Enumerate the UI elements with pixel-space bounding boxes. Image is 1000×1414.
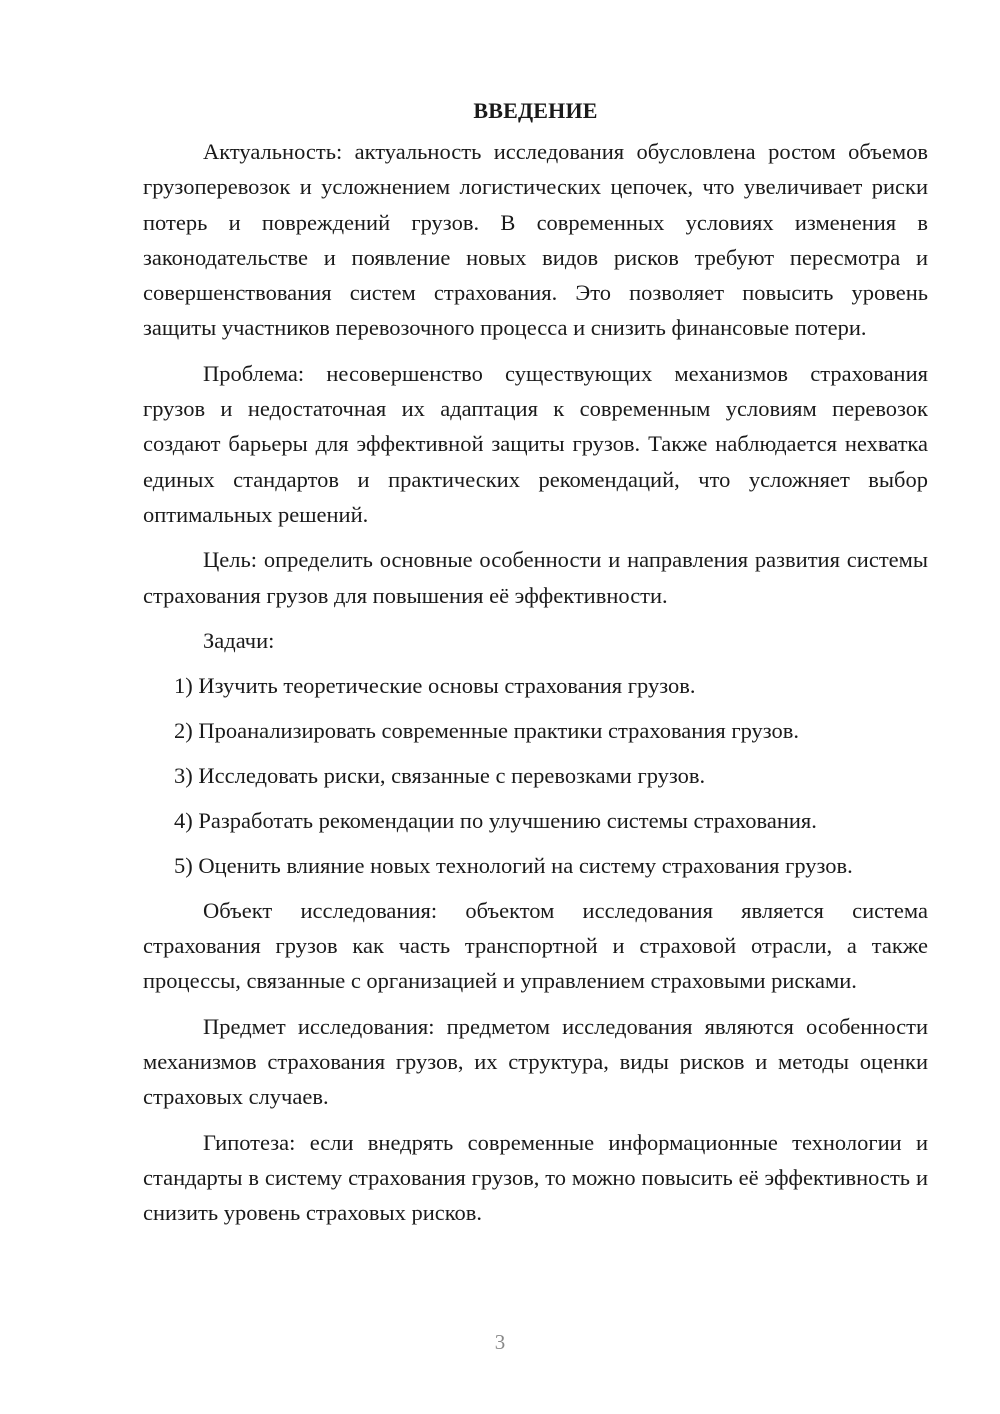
document-title: ВВЕДЕНИЕ xyxy=(473,98,598,123)
paragraph-problem: Проблема: несовершенство существующих механизмов страхования грузов и недостаточная их адаптация к современным условиям перевозок создают барьеры для эффективной защиты грузов. Также наблюдается нехватка единых стандартов и практических рекомендаций, что усложняет выбор оптимальных решений. xyxy=(143,360,928,527)
task-list xyxy=(143,668,928,883)
tasks-heading: Задачи: xyxy=(203,627,275,653)
document-page xyxy=(143,93,928,1241)
task-item-5: 5) Оценить влияние новых технологий на систему страхования грузов. xyxy=(174,852,853,878)
task-item-3: 3) Исследовать риски, связанные с перевозками грузов. xyxy=(174,762,706,788)
task-item-4: 4) Разработать рекомендации по улучшению системы страхования. xyxy=(174,807,817,833)
task-item-2: 2) Проанализировать современные практики страхования грузов. xyxy=(174,717,800,743)
paragraph-hypothesis: Гипотеза: если внедрять современные информационные технологии и стандарты в систему страхования грузов, то можно повысить её эффективность и снизить уровень страховых рисков. xyxy=(143,1129,928,1226)
paragraph-object: Объект исследования: объектом исследования является система страхования грузов как часть транспортной и страховой отрасли, а также процессы, связанные с организацией и управлением страховыми рисками. xyxy=(143,897,928,994)
page-number: 3 xyxy=(494,1330,506,1354)
task-item-1: 1) Изучить теоретические основы страхования грузов. xyxy=(174,672,696,698)
paragraph-subject: Предмет исследования: предметом исследования являются особенности механизмов страхования грузов, их структура, виды рисков и методы оценки страховых случаев. xyxy=(143,1013,928,1110)
paragraph-goal: Цель: определить основные особенности и направления развития системы страхования грузов для повышения её эффективности. xyxy=(143,547,928,608)
paragraph-relevance: Актуальность: актуальность исследования обусловлена ростом объемов грузоперевозок и усложнением логистических цепочек, что увеличивает риски потерь и повреждений грузов. В современных условиях изменения в законодательстве и появление новых видов рисков требуют пересмотра и совершенствования систем страхования. Это позволяет повысить уровень защиты участников перевозочного процесса и снизить финансовые потери. xyxy=(143,139,928,341)
